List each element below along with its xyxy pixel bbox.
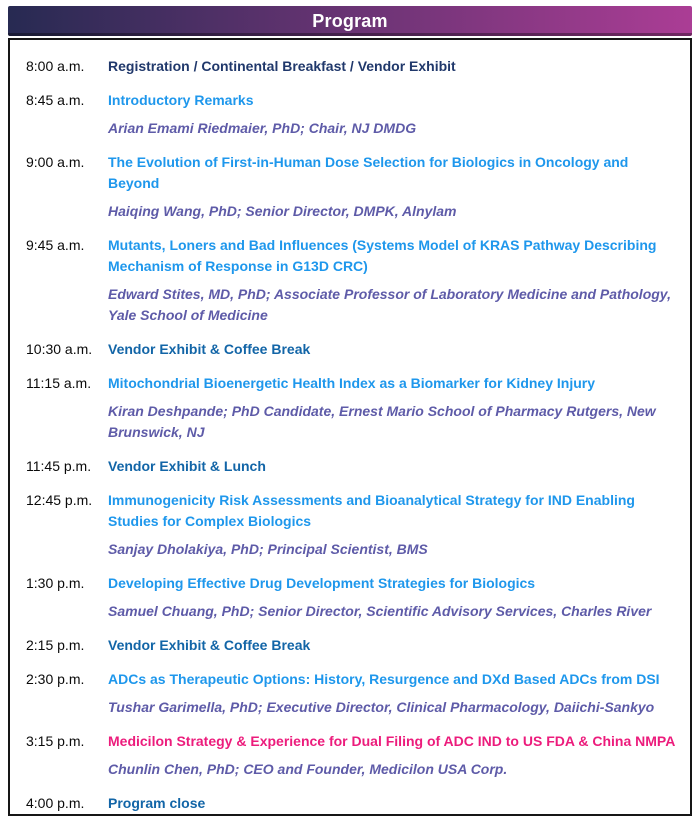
session-speaker: Arian Emami Riedmaier, PhD; Chair, NJ DMDG (108, 120, 417, 136)
schedule-row (17, 573, 678, 622)
schedule-row (17, 490, 678, 560)
session-content (108, 635, 678, 656)
schedule-row (17, 793, 678, 814)
session-speaker: Sanjay Dholakiya, PhD; Principal Scientist, BMS (108, 541, 428, 557)
session-content (108, 339, 678, 360)
session-title: Medicilon Strategy & Experience for Dual Filing of ADC IND to US FDA & China NMPA (108, 733, 676, 749)
session-speaker: Kiran Deshpande; PhD Candidate, Ernest Mario School of Pharmacy Rutgers, New Brunswick, NJ (108, 403, 656, 440)
session-content (108, 90, 678, 139)
schedule-box (8, 38, 692, 816)
session-time: 9:45 a.m. (26, 237, 85, 253)
session-content (108, 456, 678, 477)
session-content (108, 56, 678, 77)
schedule-row (17, 669, 678, 718)
session-content (108, 373, 678, 443)
session-content (108, 793, 678, 814)
session-title: Registration / Continental Breakfast / Vendor Exhibit (108, 58, 456, 74)
session-title: Immunogenicity Risk Assessments and Bioanalytical Strategy for IND Enabling Studies for Complex Biologics (108, 492, 635, 529)
schedule-row (17, 56, 678, 77)
session-title: ADCs as Therapeutic Options: History, Resurgence and DXd Based ADCs from DSI (108, 671, 660, 687)
session-time: 8:45 a.m. (26, 92, 85, 108)
schedule-row (17, 339, 678, 360)
session-time: 2:15 p.m. (26, 637, 85, 653)
session-speaker: Edward Stites, MD, PhD; Associate Professor of Laboratory Medicine and Pathology, Yale School of Medicine (108, 286, 671, 323)
session-content (108, 669, 678, 718)
session-time: 3:15 p.m. (26, 733, 85, 749)
session-speaker: Haiqing Wang, PhD; Senior Director, DMPK, Alnylam (108, 203, 457, 219)
session-content (108, 152, 678, 222)
schedule-rows (17, 56, 678, 814)
session-title: Developing Effective Drug Development Strategies for Biologics (108, 575, 536, 591)
session-content (108, 235, 678, 326)
page-title: Program (312, 10, 388, 31)
schedule-row (17, 90, 678, 139)
session-title: Program close (108, 795, 206, 811)
session-time: 8:00 a.m. (26, 58, 85, 74)
schedule-row (17, 456, 678, 477)
session-content (108, 490, 678, 560)
session-speaker: Chunlin Chen, PhD; CEO and Founder, Medicilon USA Corp. (108, 761, 508, 777)
program-header (8, 6, 692, 36)
session-title: Vendor Exhibit & Lunch (108, 458, 266, 474)
session-title: Introductory Remarks (108, 92, 254, 108)
session-title: Mitochondrial Bioenergetic Health Index as a Biomarker for Kidney Injury (108, 375, 595, 391)
session-time: 4:00 p.m. (26, 795, 85, 811)
session-time: 9:00 a.m. (26, 154, 85, 170)
session-time: 11:45 p.m. (26, 458, 92, 474)
session-time: 10:30 a.m. (26, 341, 93, 357)
session-speaker: Tushar Garimella, PhD; Executive Director, Clinical Pharmacology, Daiichi-Sankyo (108, 699, 655, 715)
session-time: 12:45 p.m. (26, 492, 93, 508)
schedule-row (17, 731, 678, 780)
session-content (108, 573, 678, 622)
session-speaker: Samuel Chuang, PhD; Senior Director, Scientific Advisory Services, Charles River (108, 603, 652, 619)
session-time: 2:30 p.m. (26, 671, 85, 687)
session-time: 11:15 a.m. (26, 375, 92, 391)
schedule-row (17, 635, 678, 656)
schedule-row (17, 235, 678, 326)
session-title: Vendor Exhibit & Coffee Break (108, 341, 311, 357)
session-title: The Evolution of First-in-Human Dose Selection for Biologics in Oncology and Beyond (108, 154, 629, 191)
session-title: Vendor Exhibit & Coffee Break (108, 637, 311, 653)
schedule-row (17, 373, 678, 443)
session-content (108, 731, 678, 780)
session-title: Mutants, Loners and Bad Influences (Systems Model of KRAS Pathway Describing Mechanism of Response in G13D CRC) (108, 237, 657, 274)
schedule-row (17, 152, 678, 222)
session-time: 1:30 p.m. (26, 575, 85, 591)
